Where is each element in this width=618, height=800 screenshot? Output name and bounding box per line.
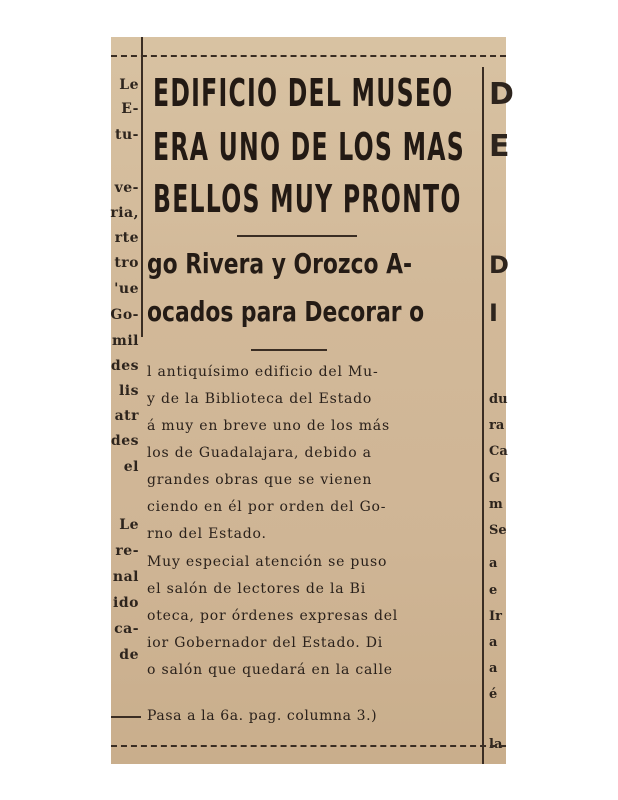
continuation-dash bbox=[111, 716, 141, 718]
left-fragment: Le bbox=[119, 517, 139, 533]
body-line: á muy en breve uno de los más bbox=[147, 418, 390, 434]
deck-divider bbox=[251, 349, 327, 351]
right-body-fragment: a bbox=[489, 556, 498, 571]
deck-line: ocados para Decorar o bbox=[147, 295, 425, 328]
left-fragment: ve- bbox=[114, 180, 139, 196]
left-fragment: ca- bbox=[114, 621, 139, 637]
bottom-dashed-rule bbox=[111, 745, 506, 749]
left-fragment: ido bbox=[113, 595, 139, 611]
left-fragment: des bbox=[110, 433, 139, 449]
left-fragment: ria, bbox=[110, 205, 139, 221]
continuation-note: Pasa a la 6a. pag. columna 3.) bbox=[147, 708, 378, 724]
headline-line: ERA UNO DE LOS MAS bbox=[153, 125, 465, 169]
left-fragment: de bbox=[119, 647, 139, 663]
right-body-fragment: é bbox=[489, 687, 498, 702]
body-line: ior Gobernador del Estado. Di bbox=[147, 635, 383, 651]
right-body-fragment: Ca bbox=[489, 444, 508, 459]
body-line: oteca, por órdenes expresas del bbox=[147, 608, 399, 624]
body-line: l antiquísimo edificio del Mu- bbox=[147, 364, 379, 380]
article-column bbox=[147, 37, 483, 764]
deck-line: go Rivera y Orozco A- bbox=[147, 247, 413, 280]
body-line: Muy especial atención se puso bbox=[147, 554, 388, 570]
right-head-fragment: D bbox=[489, 77, 514, 112]
body-line: el salón de lectores de la Bi bbox=[147, 581, 367, 597]
left-fragment: E- bbox=[121, 101, 139, 117]
left-fragment: lis bbox=[118, 383, 139, 399]
left-fragment: rte bbox=[114, 230, 139, 246]
right-body-fragment: Se bbox=[489, 523, 507, 538]
right-body-fragment: a bbox=[489, 635, 498, 650]
headline-line: EDIFICIO DEL MUSEO bbox=[153, 71, 454, 115]
body-line: los de Guadalajara, debido a bbox=[147, 445, 372, 461]
right-head-fragment: E bbox=[489, 129, 510, 164]
left-fragment: tu- bbox=[115, 127, 139, 143]
body-line: rno del Estado. bbox=[147, 526, 267, 542]
right-body-fragment: la bbox=[489, 737, 503, 752]
right-body-fragment: a bbox=[489, 661, 498, 676]
headline-line: BELLOS MUY PRONTO bbox=[153, 177, 462, 221]
right-body-fragment: du bbox=[489, 392, 508, 407]
left-fragment: Go- bbox=[110, 307, 139, 323]
left-fragment: mil bbox=[112, 333, 139, 349]
left-fragment: des bbox=[110, 358, 139, 374]
left-column-fragments bbox=[111, 37, 141, 764]
left-fragment: atr bbox=[114, 408, 139, 424]
right-body-fragment: G bbox=[489, 471, 501, 486]
headline-divider bbox=[237, 235, 357, 237]
left-fragment: nal bbox=[112, 569, 139, 585]
left-fragment: 'ue bbox=[114, 281, 139, 297]
body-line: grandes obras que se vienen bbox=[147, 472, 373, 488]
body-line: y de la Biblioteca del Estado bbox=[147, 391, 373, 407]
newspaper-clipping bbox=[110, 37, 514, 764]
right-column-fragments bbox=[485, 37, 514, 764]
left-fragment: re- bbox=[115, 543, 139, 559]
right-deck-fragment: D bbox=[489, 251, 509, 279]
right-deck-fragment: I bbox=[489, 299, 498, 327]
column-rule-left bbox=[141, 37, 143, 337]
left-fragment: Le bbox=[119, 77, 139, 93]
body-line: ciendo en él por orden del Go- bbox=[147, 499, 387, 515]
right-body-fragment: m bbox=[489, 497, 503, 512]
right-body-fragment: e bbox=[489, 583, 498, 598]
right-body-fragment: ra bbox=[489, 418, 505, 433]
body-line: o salón que quedará en la calle bbox=[147, 662, 393, 678]
left-fragment: el bbox=[123, 459, 139, 475]
left-fragment: tro bbox=[114, 255, 139, 271]
right-body-fragment: Ir bbox=[489, 609, 502, 624]
